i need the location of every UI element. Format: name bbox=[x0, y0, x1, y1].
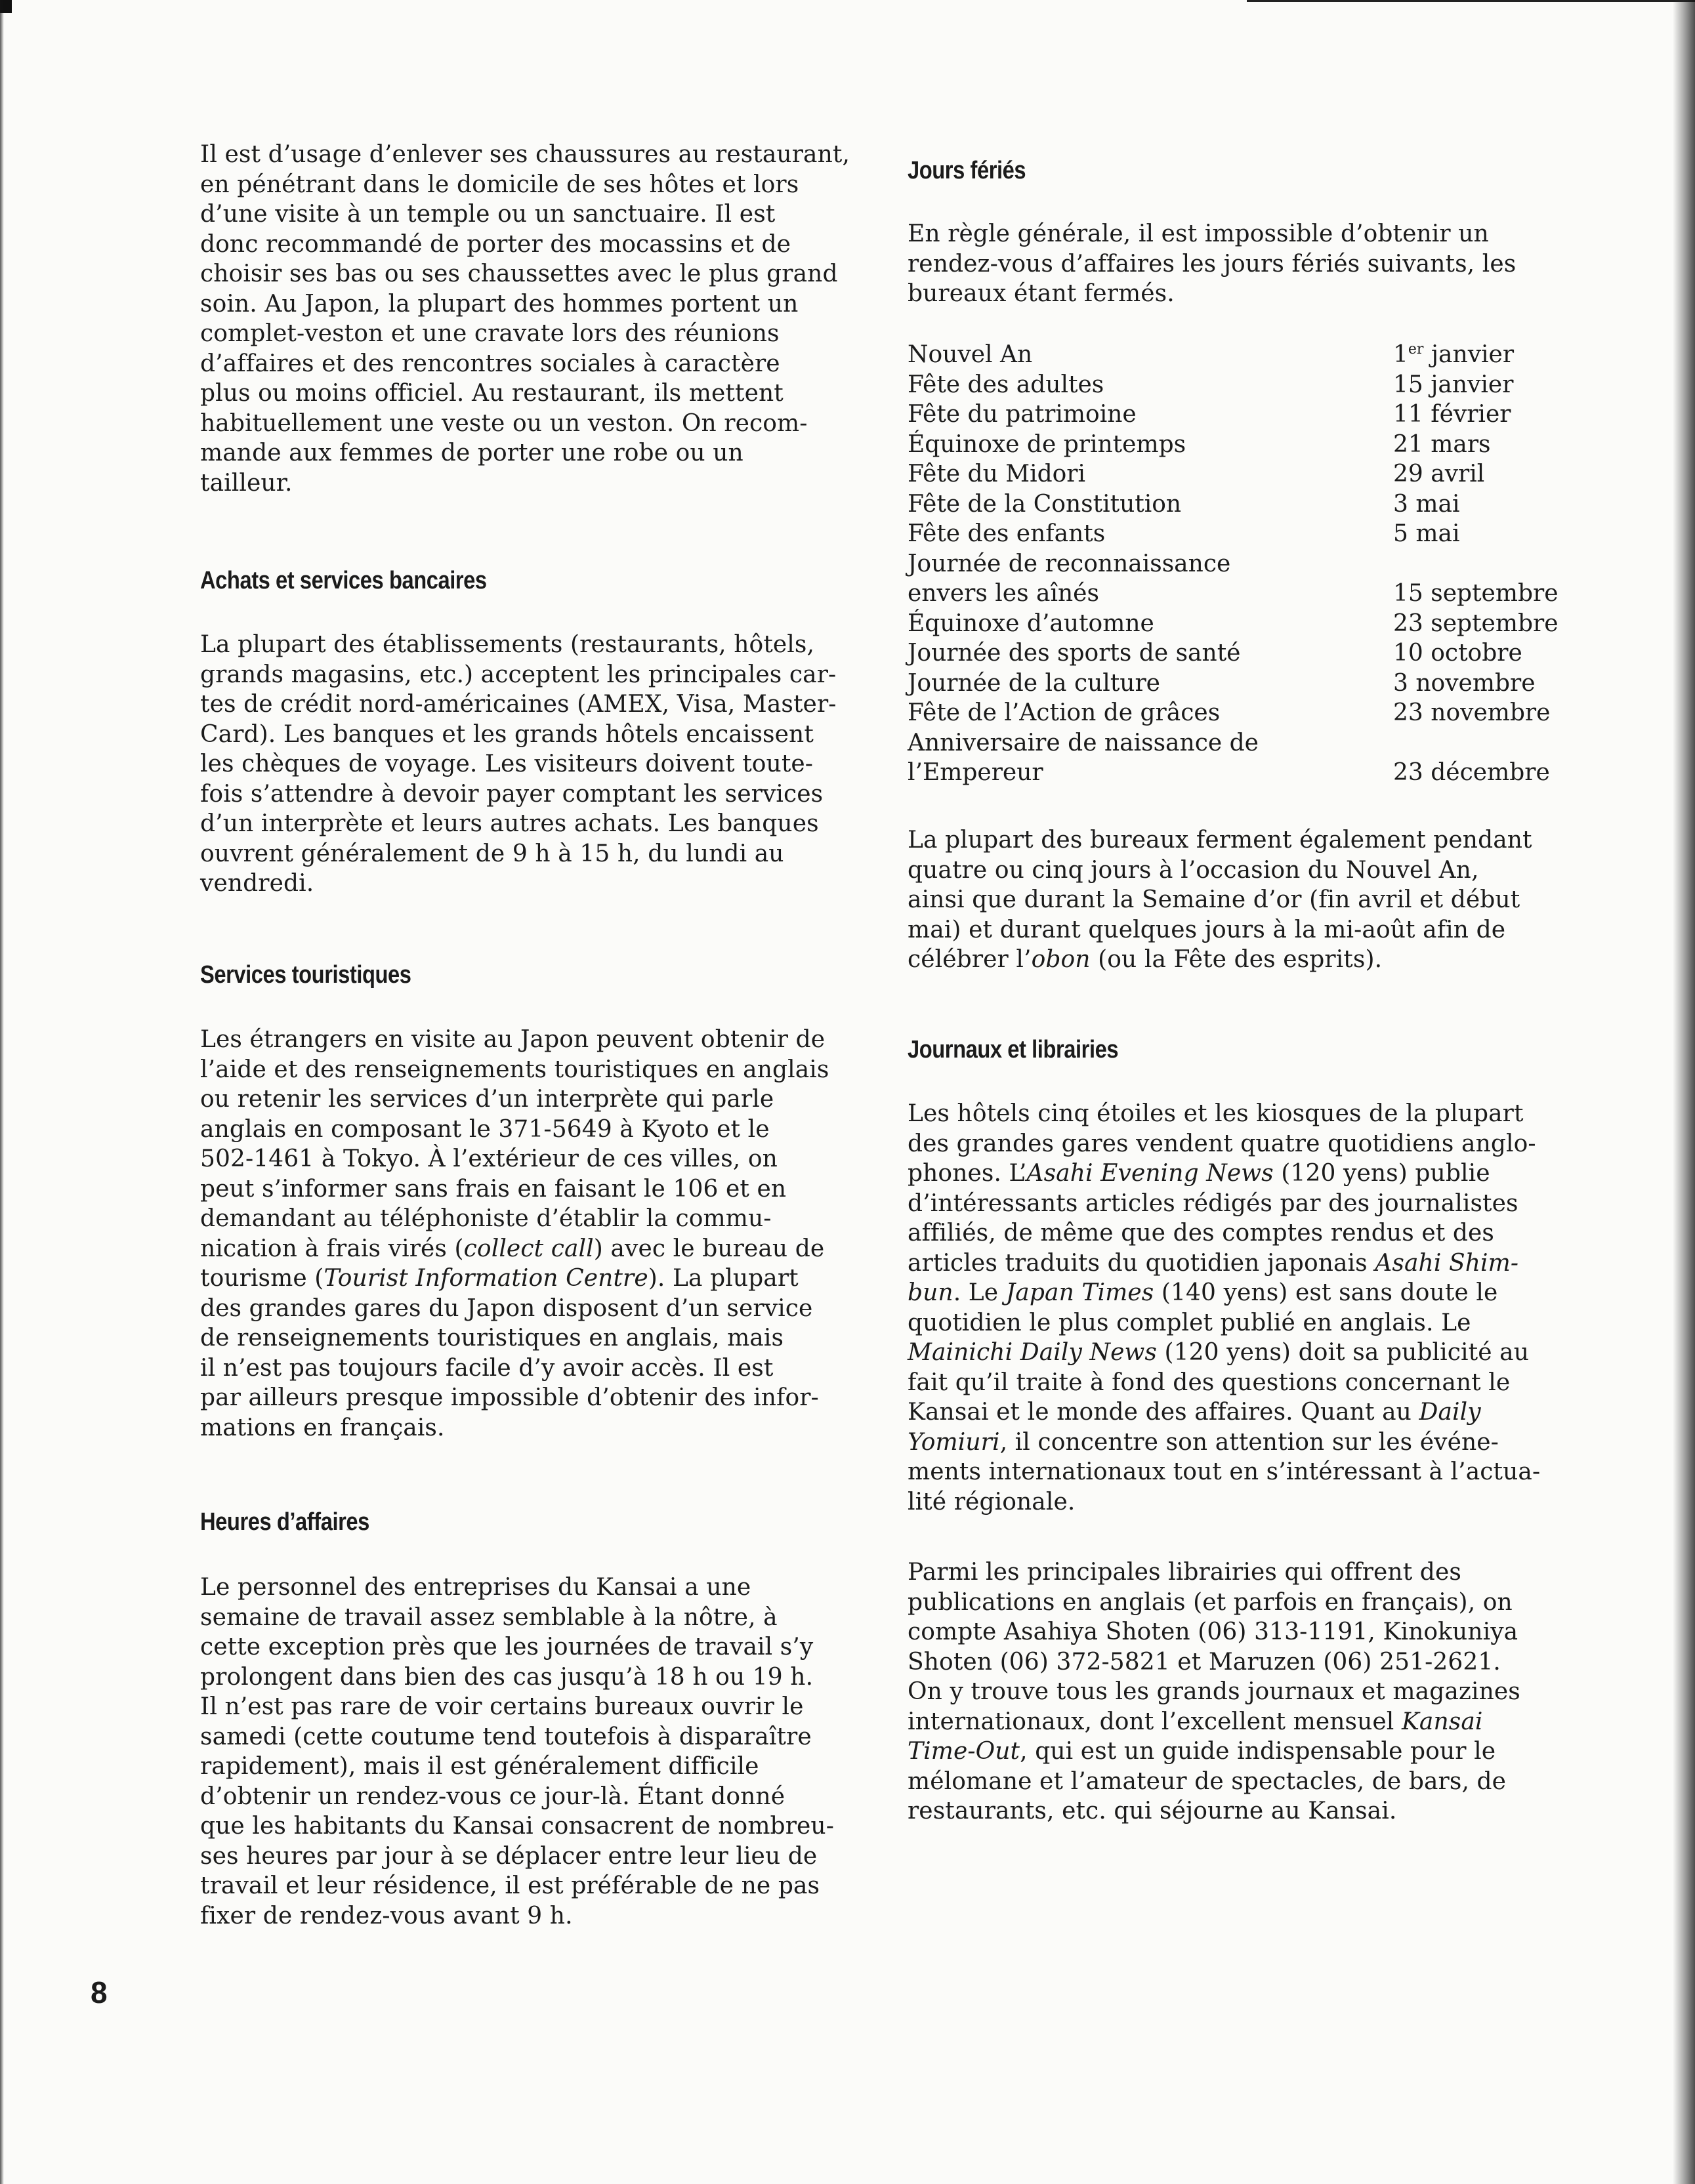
holiday-date: 11 février bbox=[1393, 401, 1511, 428]
holiday-date: 29 avril bbox=[1393, 461, 1485, 487]
holiday-row bbox=[908, 430, 1564, 460]
holiday-row bbox=[908, 638, 1564, 669]
holiday-date: 15 janvier bbox=[1393, 371, 1514, 398]
holiday-name: Fête de l’Action de grâces bbox=[908, 699, 1221, 726]
services-paragraph: Les étrangers en visite au Japon peuvent obtenir de l’aide et des renseignements touristiques en anglais ou retenir les services d’un interprète qui parle anglais en composant le 371-5649 à Kyoto et le 502-1461 à Tokyo. À l’extérieur de ces villes, on peut s’informer sans frais en faisant le 106 et en demandant au téléphoniste d’établir la commu- nication à frais virés (collect call) avec le bureau de tourisme (Tourist Information Centre). La plupart des grandes gares du Japon disposent d’un service de renseignements touristiques en anglais, mais il n’est pas toujours facile d’y avoir accès. Il est par ailleurs presque impossible d’obtenir des infor- mations en français. bbox=[200, 1026, 829, 1441]
holiday-name: Fête du Midori bbox=[908, 461, 1086, 487]
achats-paragraph: La plupart des établissements (restaurants, hôtels, grands magasins, etc.) acceptent les principales car- tes de crédit nord-américaines (AMEX, Visa, Master- Card). Les banques et les grands hôtels encaissent les chèques de voyage. Les visiteurs doivent toute- fois s’attendre à devoir payer comptant les services d’un interprète et leurs autres achats. Les banques ouvrent généralement de 9 h à 15 h, du lundi au vendredi. bbox=[200, 631, 837, 897]
scan-top-rule bbox=[1247, 0, 1695, 2]
page-number: 8 bbox=[91, 1975, 108, 2009]
holiday-row bbox=[908, 669, 1564, 699]
heading-services-touristiques: Services touristiques bbox=[200, 961, 411, 989]
holiday-row bbox=[908, 728, 1564, 788]
holiday-row bbox=[908, 340, 1564, 370]
holiday-name: Journée de reconnaissance envers les aînés bbox=[908, 550, 1231, 607]
heading-jours-feries: Jours fériés bbox=[908, 157, 1026, 184]
holiday-name: Équinoxe d’automne bbox=[908, 609, 1154, 637]
journaux-paragraph-2: Parmi les principales librairies qui offrent des publications en anglais (et parfois en français), on compte Asahiya Shoten (06) 313-1191, Kinokuniya Shoten (06) 372-5821 et Maruzen (06) 251-2621. On y trouve tous les grands journaux et magazines internationaux, dont l’excellent mensuel Kansai Time-Out, qui est un guide indispensable pour le mélomane et l’amateur de spectacles, de bars, de restaurants, etc. qui séjourne au Kansai. bbox=[908, 1559, 1520, 1824]
holiday-row bbox=[908, 609, 1564, 639]
holiday-name: Journée des sports de santé bbox=[908, 640, 1241, 667]
intro-paragraph: Il est d’usage d’enlever ses chaussures au restaurant, en pénétrant dans le domicile de ses hôtes et lors d’une visite à un temple ou un sanctuaire. Il est donc recommandé de porter des mocassins et de choisir ses bas ou ses chaussettes avec le plus grand soin. Au Japon, la plupart des hommes portent un complet-veston et une cravate lors des réunions d’affaires et des rencontres sociales à caractère plus ou moins officiel. Au restaurant, ils mettent habituellement une veste ou un veston. On recom- mande aux femmes de porter une robe ou un tailleur. bbox=[200, 141, 850, 497]
holiday-row bbox=[908, 400, 1564, 430]
jours-intro-paragraph: En règle générale, il est impossible d’obtenir un rendez-vous d’affaires les jours fériés suivants, les bureaux étant fermés. bbox=[908, 220, 1517, 307]
heures-paragraph: Le personnel des entreprises du Kansai a une semaine de travail assez semblable à la nôtre, à cette exception près que les journées de travail s’y prolongent dans bien des cas jusqu’à 18 h ou 19 h. Il n’est pas rare de voir certains bureaux ouvrir le samedi (cette coutume tend toutefois à disparaître rapidement), mais il est généralement difficile d’obtenir un rendez-vous ce jour-là. Étant donné que les habitants du Kansai consacrent de nombreu- ses heures par jour à se déplacer entre leur lieu de travail et leur résidence, il est préférable de ne pas fixer de rendez-vous avant 9 h. bbox=[200, 1574, 834, 1929]
jours-closing-paragraph: La plupart des bureaux ferment également pendant quatre ou cinq jours à l’occasion du Nouvel An, ainsi que durant la Semaine d’or (fin avril et début mai) et durant quelques jours à la mi-août afin de célébrer l’obon (ou la Fête des esprits). bbox=[908, 827, 1532, 973]
holiday-name: Fête de la Constitution bbox=[908, 490, 1182, 518]
holiday-row bbox=[908, 489, 1564, 520]
holiday-name: Fête des enfants bbox=[908, 520, 1106, 547]
journaux-paragraph-1: Les hôtels cinq étoiles et les kiosques de la plupart des grandes gares vendent quatre quotidiens anglo- phones. L’Asahi Evening News (120 yens) publie d’intéressants articles rédigés par des journalistes affiliés, de même que des comptes rendus et des articles traduits du quotidien japonais Asahi Shim- bun. Le Japan Times (140 yens) est sans doute le quotidien le plus complet publié en anglais. Le Mainichi Daily News (120 yens) doit sa publicité au fait qu’il traite à fond des questions concernant le Kansai et le monde des affaires. Quant au Daily Yomiuri, il concentre son attention sur les événe- ments internationaux tout en s’intéressant à l’actua- lité régionale. bbox=[908, 1100, 1541, 1515]
holiday-name: Nouvel An bbox=[908, 341, 1033, 368]
holiday-date: 3 novembre bbox=[1393, 669, 1536, 697]
holiday-list bbox=[908, 340, 1564, 788]
holiday-date: 21 mars bbox=[1393, 430, 1491, 458]
holiday-date: 5 mai bbox=[1393, 520, 1460, 547]
holiday-date: 23 novembre bbox=[1393, 699, 1551, 726]
holiday-date: 23 septembre bbox=[1393, 609, 1559, 637]
holiday-date: 10 octobre bbox=[1393, 640, 1522, 667]
holiday-row bbox=[908, 549, 1564, 609]
holiday-row bbox=[908, 459, 1564, 489]
heading-journaux-librairies: Journaux et librairies bbox=[908, 1036, 1119, 1063]
scan-left-edge-shadow bbox=[0, 0, 4, 2184]
holiday-name: Anniversaire de naissance de l’Empereur bbox=[908, 729, 1259, 786]
scan-right-edge-shadow bbox=[1673, 0, 1695, 2184]
heading-achats: Achats et services bancaires bbox=[200, 567, 487, 594]
holiday-name: Journée de la culture bbox=[908, 669, 1160, 697]
heading-heures-affaires: Heures d’affaires bbox=[200, 1508, 369, 1536]
holiday-date: 1er janvier bbox=[1393, 341, 1515, 368]
holiday-date: 3 mai bbox=[1393, 490, 1460, 518]
holiday-name: Équinoxe de printemps bbox=[908, 430, 1186, 458]
holiday-date: 23 décembre bbox=[1393, 759, 1550, 786]
holiday-name: Fête des adultes bbox=[908, 371, 1104, 398]
holiday-name: Fête du patrimoine bbox=[908, 401, 1137, 428]
holiday-date: 15 septembre bbox=[1393, 580, 1559, 607]
holiday-row bbox=[908, 370, 1564, 400]
holiday-row bbox=[908, 698, 1564, 728]
holiday-row bbox=[908, 519, 1564, 549]
